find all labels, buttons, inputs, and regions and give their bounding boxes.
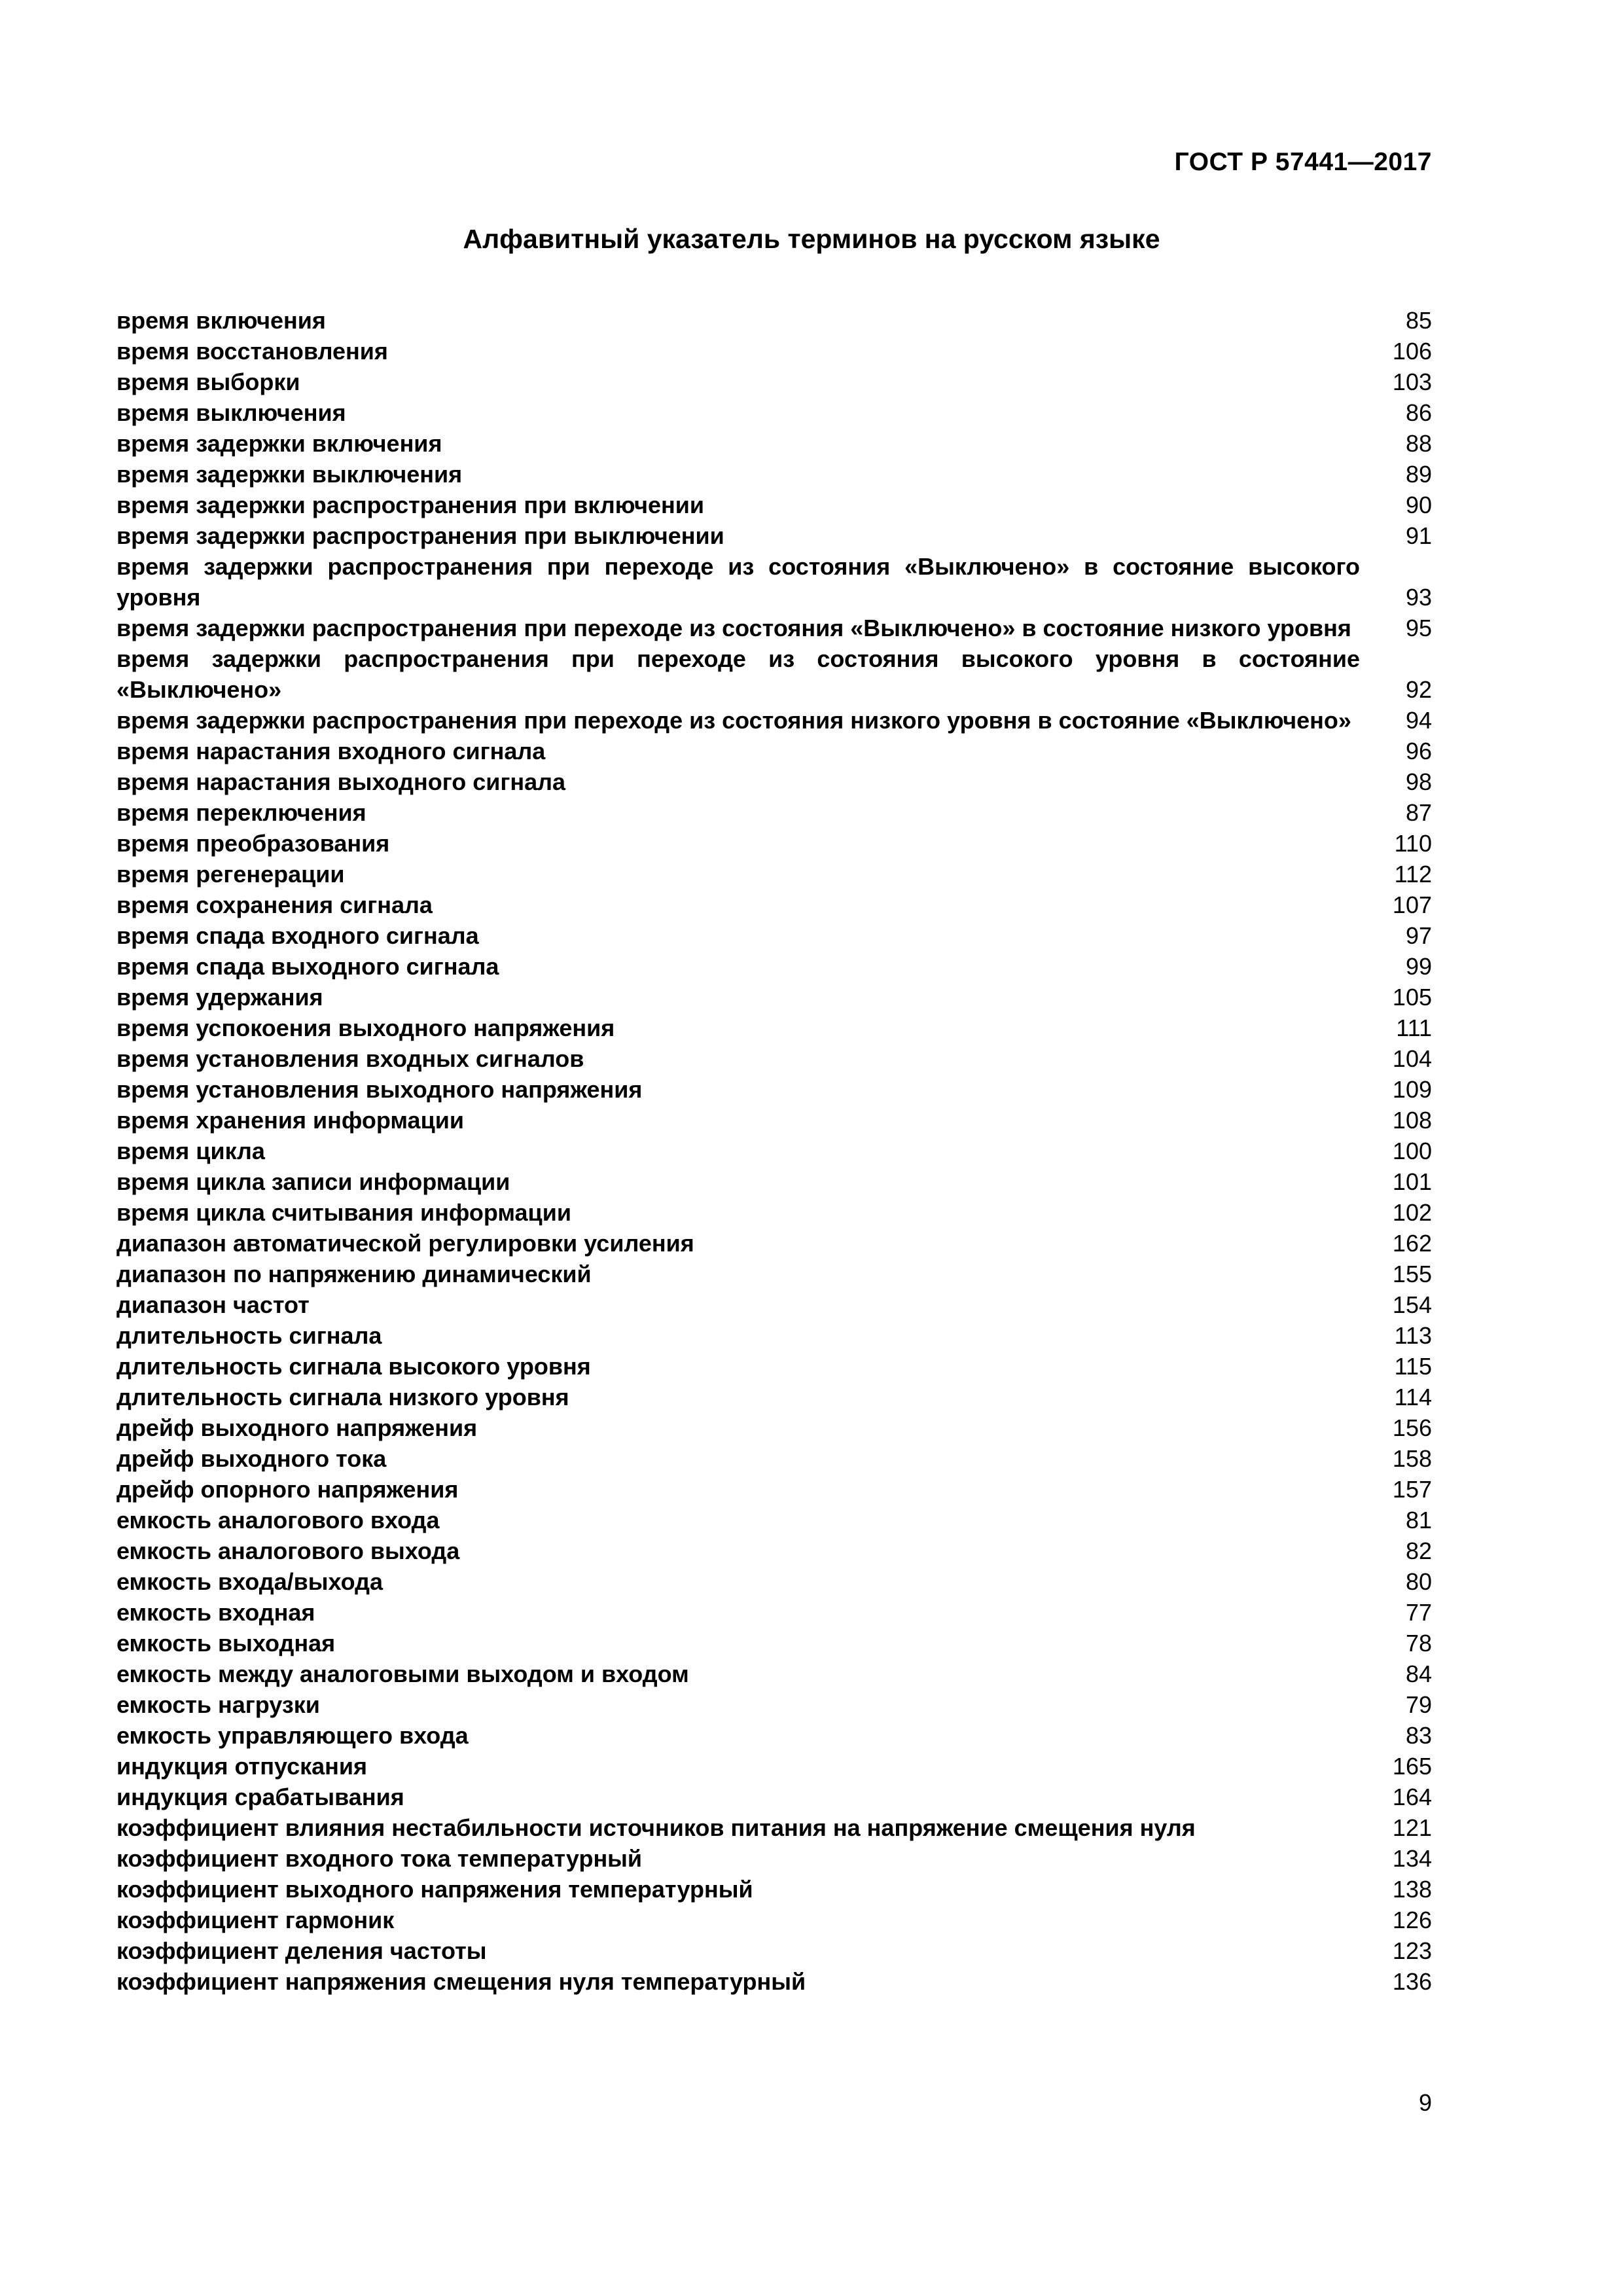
index-term: время успокоения выходного напряжения xyxy=(116,1014,615,1041)
index-term: время цикла xyxy=(116,1138,265,1164)
index-term: время установления выходного напряжения xyxy=(116,1076,643,1103)
index-term: время задержки выключения xyxy=(116,461,463,488)
index-entry xyxy=(116,428,1432,459)
index-entry xyxy=(116,828,1432,859)
index-term: время спада выходного сигнала xyxy=(116,953,499,980)
index-term: время цикла считывания информации xyxy=(116,1199,571,1226)
index-entry xyxy=(116,1843,1432,1874)
index-entry xyxy=(116,1228,1432,1259)
index-term-number: 138 xyxy=(1392,1876,1432,1903)
index-term-number: 95 xyxy=(1405,615,1432,641)
index-term: длительность сигнала низкого уровня xyxy=(116,1384,569,1410)
index-term-number: 81 xyxy=(1405,1507,1432,1534)
index-entry xyxy=(116,1443,1432,1474)
index-entry xyxy=(116,1351,1432,1382)
index-term-number: 88 xyxy=(1405,430,1432,457)
index-entry xyxy=(116,397,1432,428)
index-entry xyxy=(116,705,1432,736)
index-term-number: 165 xyxy=(1392,1753,1432,1780)
index-term: дрейф выходного напряжения xyxy=(116,1414,478,1441)
index-term-number: 91 xyxy=(1405,522,1432,549)
index-term: коэффициент гармоник xyxy=(116,1907,395,1933)
index-entry xyxy=(116,1566,1432,1597)
index-entry xyxy=(116,1320,1432,1351)
index-term-number: 126 xyxy=(1392,1907,1432,1933)
index-title: Алфавитный указатель терминов на русском языке xyxy=(463,224,1160,254)
index-term: емкость аналогового выхода xyxy=(116,1537,460,1564)
index-entry xyxy=(116,459,1432,490)
index-term: время переключения xyxy=(116,799,366,826)
index-term-number: 85 xyxy=(1405,307,1432,334)
index-term: дрейф выходного тока xyxy=(116,1445,387,1472)
index-term-number: 79 xyxy=(1405,1691,1432,1718)
index-term-number: 98 xyxy=(1405,768,1432,795)
index-term: коэффициент напряжения смещения нуля температурный xyxy=(116,1968,806,1995)
index-term-number: 93 xyxy=(1405,584,1432,611)
index-term-number: 104 xyxy=(1392,1045,1432,1072)
index-term: коэффициент входного тока температурный xyxy=(116,1845,643,1872)
index-term: индукция срабатывания xyxy=(116,1784,404,1810)
index-entry xyxy=(116,1136,1432,1166)
index-term-number: 136 xyxy=(1392,1968,1432,1995)
index-term: время задержки распространения при выключении xyxy=(116,522,724,549)
index-term: время включения xyxy=(116,307,326,334)
index-entry xyxy=(116,1166,1432,1197)
index-term: коэффициент деления частоты xyxy=(116,1937,487,1964)
index-term-number: 101 xyxy=(1392,1168,1432,1195)
index-entry xyxy=(116,336,1432,367)
index-term: время хранения информации xyxy=(116,1107,464,1134)
index-term: емкость нагрузки xyxy=(116,1691,320,1718)
index-entry xyxy=(116,1505,1432,1535)
index-term-number: 89 xyxy=(1405,461,1432,488)
index-term-number: 92 xyxy=(1405,676,1432,703)
index-term-number: 154 xyxy=(1392,1291,1432,1318)
index-term: время нарастания входного сигнала xyxy=(116,738,546,764)
index-term-number: 97 xyxy=(1405,922,1432,949)
index-entry xyxy=(116,643,1432,705)
index-entry xyxy=(116,1659,1432,1689)
index-entry xyxy=(116,1259,1432,1289)
index-term: время сохранения сигнала xyxy=(116,891,433,918)
index-term: емкость аналогового входа xyxy=(116,1507,440,1534)
index-term: длительность сигнала высокого уровня xyxy=(116,1353,591,1380)
index-term-number: 111 xyxy=(1396,1014,1432,1041)
index-term-number: 86 xyxy=(1405,399,1432,426)
index-term-number: 106 xyxy=(1392,338,1432,365)
index-term-number: 157 xyxy=(1392,1476,1432,1503)
index-entry xyxy=(116,1474,1432,1505)
index-term-number: 90 xyxy=(1405,492,1432,518)
term-index-list xyxy=(116,305,1432,1997)
index-term: индукция отпускания xyxy=(116,1753,368,1780)
index-term-number: 77 xyxy=(1405,1599,1432,1626)
index-term: время выборки xyxy=(116,368,300,395)
index-entry xyxy=(116,1628,1432,1659)
index-term-number: 105 xyxy=(1392,984,1432,1011)
index-term-number: 112 xyxy=(1394,861,1432,888)
index-entry xyxy=(116,551,1432,613)
index-entry xyxy=(116,859,1432,889)
index-term-number: 158 xyxy=(1392,1445,1432,1472)
index-term: емкость входная xyxy=(116,1599,315,1626)
index-term-number: 108 xyxy=(1392,1107,1432,1134)
index-term: время задержки включения xyxy=(116,430,442,457)
index-term: время преобразования xyxy=(116,830,390,857)
index-term: емкость между аналоговыми выходом и входом xyxy=(116,1660,689,1687)
index-term-number: 109 xyxy=(1392,1076,1432,1103)
index-term: время задержки распространения при переходе из состояния «Выключено» в состояние высокого уровня xyxy=(116,553,1360,611)
index-entry xyxy=(116,520,1432,551)
index-term: время задержки распространения при переходе из состояния «Выключено» в состояние низкого уровня xyxy=(116,615,1351,641)
index-term: время спада входного сигнала xyxy=(116,922,479,949)
index-term: время цикла записи информации xyxy=(116,1168,510,1195)
index-term: дрейф опорного напряжения xyxy=(116,1476,459,1503)
index-term: время восстановления xyxy=(116,338,388,365)
index-term-number: 115 xyxy=(1394,1353,1432,1380)
index-term-number: 107 xyxy=(1392,891,1432,918)
index-term-number: 103 xyxy=(1392,368,1432,395)
index-term-number: 82 xyxy=(1405,1537,1432,1564)
index-term: длительность сигнала xyxy=(116,1322,382,1349)
index-term-number: 80 xyxy=(1405,1568,1432,1595)
index-term-number: 83 xyxy=(1405,1722,1432,1749)
index-term-number: 162 xyxy=(1392,1230,1432,1257)
index-entry xyxy=(116,889,1432,920)
index-term: время регенерации xyxy=(116,861,345,888)
index-term-number: 113 xyxy=(1394,1322,1432,1349)
index-term-number: 123 xyxy=(1392,1937,1432,1964)
index-term-number: 155 xyxy=(1392,1261,1432,1287)
index-entry xyxy=(116,1074,1432,1105)
index-term-number: 114 xyxy=(1394,1384,1432,1410)
index-entry xyxy=(116,1720,1432,1751)
index-entry xyxy=(116,766,1432,797)
index-term: время задержки распространения при включении xyxy=(116,492,705,518)
index-term: коэффициент выходного напряжения температурный xyxy=(116,1876,753,1903)
index-entry xyxy=(116,1013,1432,1043)
index-term: время установления входных сигналов xyxy=(116,1045,584,1072)
index-entry xyxy=(116,1905,1432,1935)
page-number: 9 xyxy=(1418,2089,1432,2116)
index-entry xyxy=(116,1382,1432,1412)
index-term: время удержания xyxy=(116,984,323,1011)
index-entry xyxy=(116,1197,1432,1228)
index-term-number: 87 xyxy=(1405,799,1432,826)
index-term-number: 78 xyxy=(1405,1630,1432,1657)
index-term-number: 110 xyxy=(1394,830,1432,857)
index-entry xyxy=(116,1874,1432,1905)
index-entry xyxy=(116,613,1432,643)
index-entry xyxy=(116,1289,1432,1320)
index-entry xyxy=(116,490,1432,520)
index-term-number: 164 xyxy=(1392,1784,1432,1810)
index-term: время выключения xyxy=(116,399,346,426)
index-entry xyxy=(116,1966,1432,1997)
index-entry xyxy=(116,1105,1432,1136)
index-entry xyxy=(116,1812,1432,1843)
index-entry xyxy=(116,1597,1432,1628)
index-entry xyxy=(116,1751,1432,1782)
index-entry xyxy=(116,982,1432,1013)
index-entry xyxy=(116,951,1432,982)
index-term: время задержки распространения при переходе из состояния низкого уровня в состояние «Выключено» xyxy=(116,707,1351,734)
index-term-number: 96 xyxy=(1405,738,1432,764)
index-entry xyxy=(116,1782,1432,1812)
index-term-number: 156 xyxy=(1392,1414,1432,1441)
index-term: время задержки распространения при переходе из состояния высокого уровня в состояние «Выключено» xyxy=(116,645,1360,703)
index-entry xyxy=(116,1935,1432,1966)
index-entry xyxy=(116,367,1432,397)
index-entry xyxy=(116,920,1432,951)
index-term-number: 100 xyxy=(1392,1138,1432,1164)
index-entry xyxy=(116,1043,1432,1074)
index-term-number: 121 xyxy=(1392,1814,1432,1841)
index-term: время нарастания выходного сигнала xyxy=(116,768,566,795)
index-term-number: 134 xyxy=(1392,1845,1432,1872)
index-term: диапазон по напряжению динамический xyxy=(116,1261,592,1287)
index-term: коэффициент влияния нестабильности источников питания на напряжение смещения нуля xyxy=(116,1814,1196,1841)
document-code: ГОСТ Р 57441—2017 xyxy=(1174,148,1432,176)
index-term-number: 84 xyxy=(1405,1660,1432,1687)
index-term: диапазон частот xyxy=(116,1291,310,1318)
index-term: емкость управляющего входа xyxy=(116,1722,469,1749)
index-term: диапазон автоматической регулировки усиления xyxy=(116,1230,694,1257)
index-entry xyxy=(116,1689,1432,1720)
index-term-number: 102 xyxy=(1392,1199,1432,1226)
index-entry xyxy=(116,305,1432,336)
index-entry xyxy=(116,736,1432,766)
index-term: емкость выходная xyxy=(116,1630,336,1657)
index-entry xyxy=(116,1412,1432,1443)
index-term: емкость входа/выхода xyxy=(116,1568,383,1595)
index-term-number: 94 xyxy=(1405,707,1432,734)
index-entry xyxy=(116,797,1432,828)
index-entry xyxy=(116,1535,1432,1566)
index-term-number: 99 xyxy=(1405,953,1432,980)
